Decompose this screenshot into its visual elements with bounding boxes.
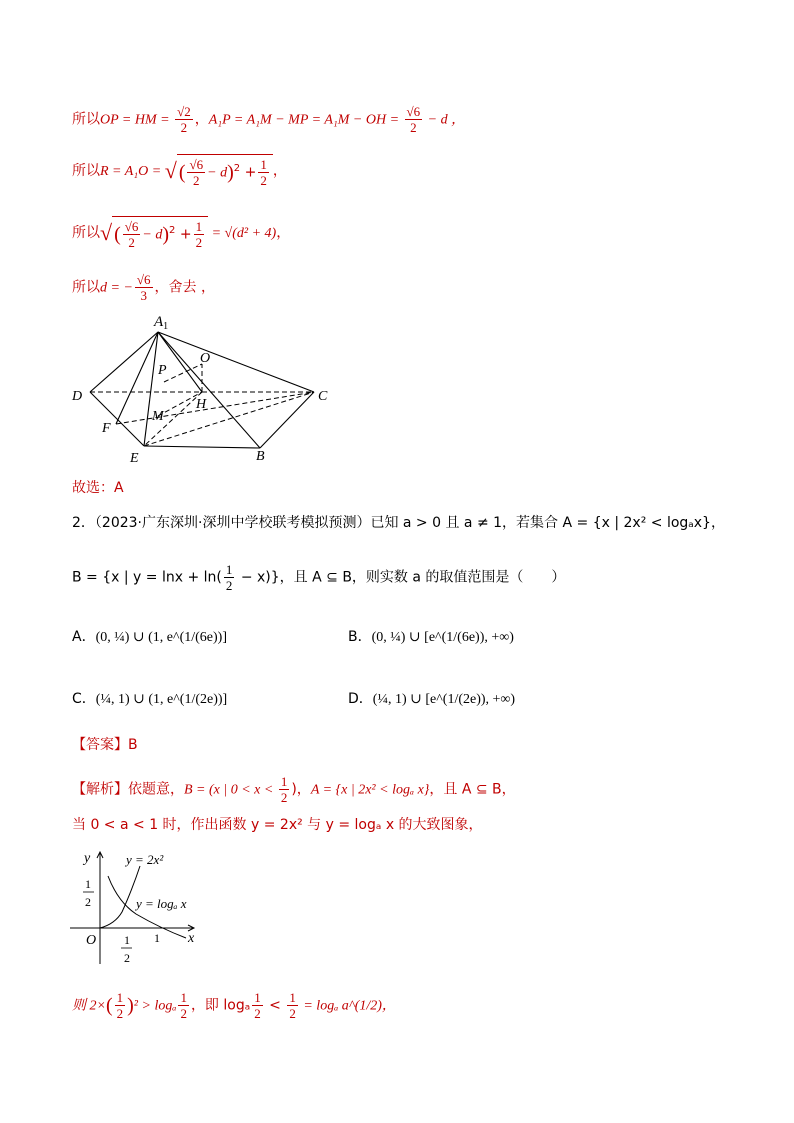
y-tick-num: 1 xyxy=(85,877,91,891)
step-1-expr-b: A₁P = A₁M − MP = A₁M − OH = xyxy=(208,112,403,128)
frac-num: 1 xyxy=(116,990,124,1005)
case-1: 当 0 < a < 1 时，作出函数 y = 2x² 与 y = logₐ x 的大致图象， xyxy=(72,817,483,833)
frac-half xyxy=(194,219,205,250)
final-line xyxy=(72,990,396,1021)
edge-b-c xyxy=(260,392,314,448)
label-d: D xyxy=(72,389,83,404)
x-label: x xyxy=(188,931,195,946)
paren-open: ( xyxy=(178,161,186,184)
frac-num: √6 xyxy=(189,157,204,172)
final-prefix: 则 2× xyxy=(72,998,106,1014)
question-number: 2． xyxy=(72,515,95,531)
less-than: < xyxy=(264,997,286,1014)
label-m: M xyxy=(152,409,164,424)
frac xyxy=(123,219,141,250)
edge-e-b xyxy=(144,446,260,448)
option-label: B． xyxy=(348,629,372,645)
step-2 xyxy=(72,154,287,188)
x-tick-num: 1 xyxy=(124,933,130,947)
final-mid-2: ，即 logₐ xyxy=(190,997,251,1014)
curve-1-label: y = 2x² xyxy=(126,852,164,867)
separator: ， xyxy=(194,111,209,128)
function-graph xyxy=(70,846,220,966)
y-label: y xyxy=(84,851,91,866)
step-4-tail: ，舍去 ， xyxy=(154,279,215,296)
label-e: E xyxy=(130,451,139,466)
frac-den: 2 xyxy=(254,1006,261,1021)
radicand xyxy=(112,216,208,250)
step-3-eq: = √(d² + 4) xyxy=(208,226,277,241)
sqrt-sign: √ xyxy=(164,158,177,183)
final-eq: = logₐ a^(1/2)， xyxy=(299,998,396,1014)
option-label: A． xyxy=(72,629,96,645)
set-b-tail: )， xyxy=(291,781,311,798)
step-3-tail: ， xyxy=(276,225,291,241)
step-1 xyxy=(72,104,465,135)
step-2-tail: ， xyxy=(272,163,287,179)
step-2-expr: R = A₁O = xyxy=(100,164,165,179)
analysis xyxy=(72,774,516,805)
step-1-tail: − d ， xyxy=(424,112,466,128)
frac xyxy=(287,990,298,1021)
edge-a1-c xyxy=(158,332,314,392)
question-text-2b: − x)}，且 A ⊆ B，则实数 a 的取值范围是（ ） xyxy=(236,569,566,586)
option-c[interactable] xyxy=(72,690,227,709)
pyramid-figure xyxy=(68,312,348,472)
step-1-prefix: 所以 xyxy=(72,111,100,128)
option-text: (0, ¼) ∪ [e^(1/(6e)), +∞) xyxy=(371,630,514,645)
question-text-1: 已知 a > 0 且 a ≠ 1，若集合 A = {x | 2x² < logₐx}， xyxy=(370,515,725,531)
frac-num: 1 xyxy=(289,990,296,1005)
frac-den: 2 xyxy=(195,235,203,250)
frac-den: 2 xyxy=(193,173,200,188)
step-2-prefix: 所以 xyxy=(72,163,100,179)
frac-half xyxy=(279,774,290,805)
final-mid: ² > logₐ xyxy=(133,998,177,1014)
question-text-2a: B = {x | y = lnx + ln( xyxy=(72,569,222,586)
frac-den: 2 xyxy=(410,120,417,135)
label-c: C xyxy=(318,389,328,404)
edge-d-e xyxy=(90,392,144,446)
x-tick-den: 2 xyxy=(124,951,130,965)
frac-root6-over-3 xyxy=(135,272,153,303)
label-h: H xyxy=(196,397,207,412)
analysis-tag: 【解析】 xyxy=(72,781,128,798)
exponent: 2 xyxy=(169,224,176,236)
frac xyxy=(252,990,263,1021)
frac-den: 2 xyxy=(180,120,188,135)
answer xyxy=(72,736,138,754)
origin-label: O xyxy=(86,933,97,948)
frac-root2-over-2 xyxy=(175,104,193,135)
frac-num: √2 xyxy=(177,104,191,119)
frac-den: 2 xyxy=(128,235,135,250)
paren-close: ) xyxy=(162,223,170,246)
frac-num: 1 xyxy=(225,562,233,577)
frac xyxy=(178,990,189,1021)
step-3-prefix: 所以 xyxy=(72,225,100,241)
paren-open: ( xyxy=(105,994,113,1017)
step-4-prefix: 所以 xyxy=(72,279,100,296)
curve-2-label: y = logₐ x xyxy=(136,896,187,911)
plus: + xyxy=(244,164,257,181)
question-line-1 xyxy=(72,514,725,532)
x-tick-one: 1 xyxy=(154,931,160,945)
conclusion: 故选：A xyxy=(72,480,124,496)
frac-num: √6 xyxy=(124,219,139,234)
analysis-text: 依题意， xyxy=(128,781,184,798)
paren-close: ) xyxy=(127,994,134,1017)
radicand xyxy=(177,154,273,188)
frac-den: 2 xyxy=(260,173,267,188)
option-label: D． xyxy=(348,691,373,707)
frac-num: 1 xyxy=(195,219,203,234)
label-b: B xyxy=(256,449,265,464)
frac-root6-over-2 xyxy=(405,104,423,135)
answer-value: B xyxy=(128,737,138,753)
set-b-expr: B = (x | 0 < x < xyxy=(184,782,277,798)
frac-den: 2 xyxy=(289,1006,296,1021)
frac-num: √6 xyxy=(136,272,151,287)
set-a-expr: A = {x | 2x² < logₐ x} xyxy=(310,782,430,798)
answer-tag: 【答案】 xyxy=(72,737,128,753)
frac-den: 2 xyxy=(180,1006,187,1021)
frac-half xyxy=(224,562,235,593)
edge-a1-b xyxy=(158,332,260,448)
minus-d: − d xyxy=(142,227,163,243)
frac-half xyxy=(258,157,269,188)
frac-num: √6 xyxy=(406,104,421,119)
frac-den: 3 xyxy=(140,288,147,303)
step-3 xyxy=(72,216,290,250)
option-d[interactable] xyxy=(348,690,515,709)
analysis-tail: ，且 A ⊆ B， xyxy=(429,781,516,798)
step-1-expr-a: OP = HM = xyxy=(100,112,174,128)
frac xyxy=(115,990,126,1021)
frac xyxy=(187,157,205,188)
y-tick-den: 2 xyxy=(85,895,91,909)
label-a1: $A_1$ xyxy=(154,314,169,332)
label-o: O xyxy=(200,351,211,366)
minus-d: − d xyxy=(207,165,228,181)
edge-a1-e xyxy=(144,332,158,446)
option-text: (0, ¼) ∪ (1, e^(1/(6e))] xyxy=(95,630,227,645)
paren-open: ( xyxy=(114,223,121,246)
option-label: C． xyxy=(72,691,96,707)
paren-close: ) xyxy=(227,161,234,184)
frac-num: 1 xyxy=(254,990,261,1005)
plus: + xyxy=(179,226,192,243)
question-line-2 xyxy=(72,562,565,593)
frac-num: 1 xyxy=(180,990,187,1005)
frac-den: 2 xyxy=(116,1006,124,1021)
step-4-expr: d = − xyxy=(100,280,133,296)
label-p: P xyxy=(158,363,167,378)
step-4 xyxy=(72,272,215,303)
frac-num: 1 xyxy=(260,157,267,172)
sqrt-sign: √ xyxy=(100,220,113,245)
frac-num: 1 xyxy=(280,774,288,789)
question-source: （2023·广东深圳·深圳中学校联考模拟预测） xyxy=(94,515,371,531)
option-text: (¼, 1) ∪ [e^(1/(2e)), +∞) xyxy=(372,692,516,707)
option-text: (¼, 1) ∪ (1, e^(1/(2e))] xyxy=(95,692,228,707)
edge-a1-d xyxy=(90,332,158,392)
label-f: F xyxy=(102,421,111,436)
exponent: 2 xyxy=(233,162,241,174)
frac-den: 2 xyxy=(225,578,233,593)
curve-2x2 xyxy=(100,866,140,928)
frac-den: 2 xyxy=(280,790,288,805)
option-b[interactable] xyxy=(348,628,514,647)
option-a[interactable] xyxy=(72,628,227,647)
